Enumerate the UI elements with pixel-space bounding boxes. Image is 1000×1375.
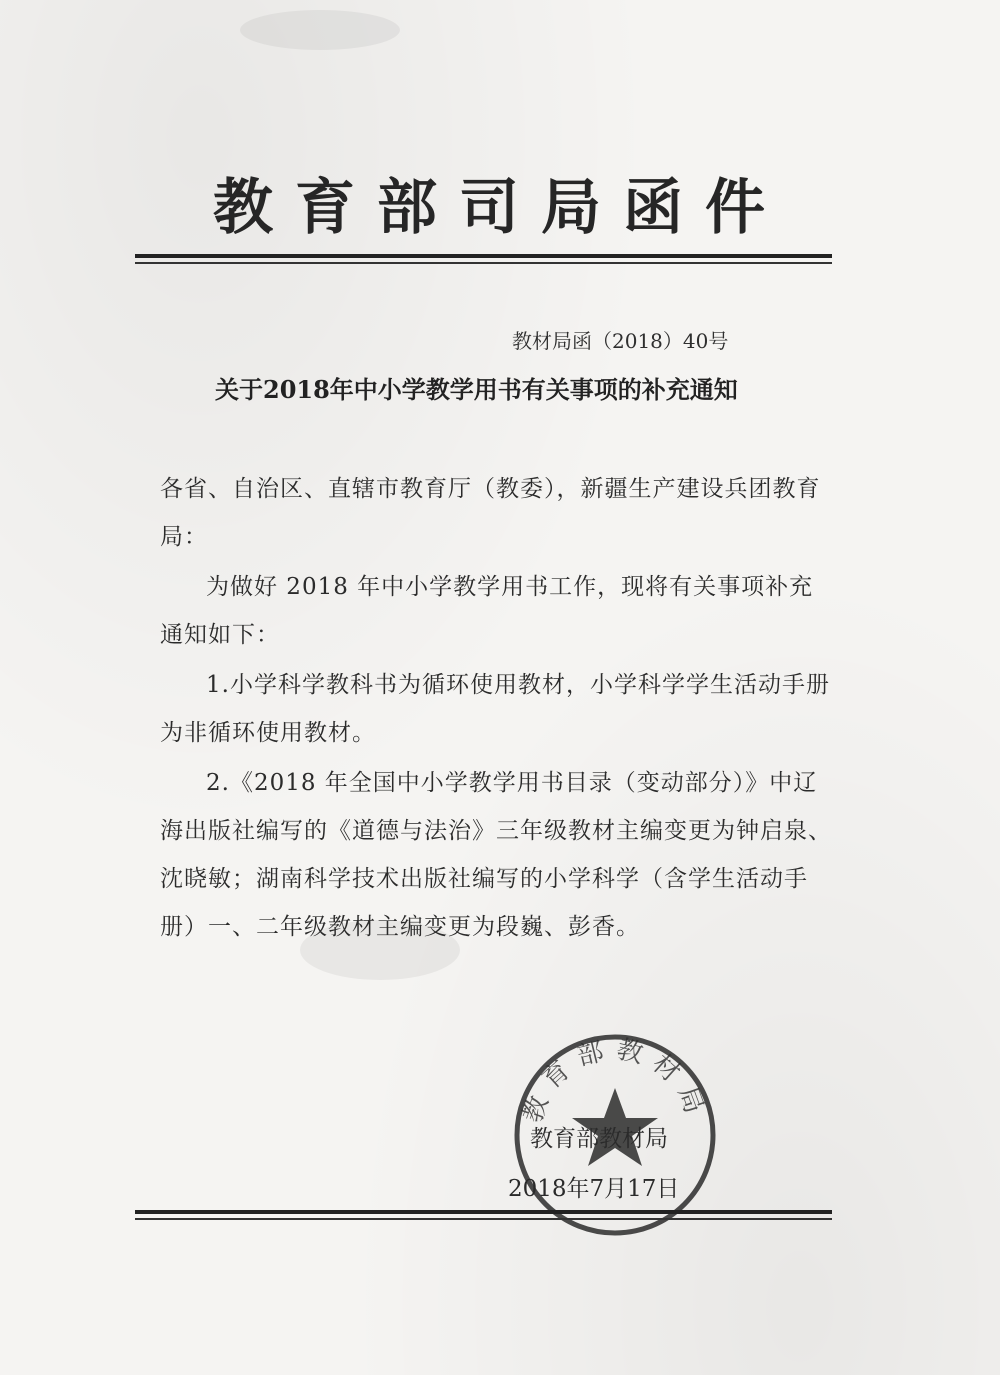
signer-name: 教育部教材局	[530, 1126, 668, 1152]
letterhead-title: 教育部司局函件	[213, 173, 787, 243]
footer-rule-thin	[135, 1218, 832, 1220]
paragraph-intro: 为做好 2018 年中小学教学用书工作，现将有关事项补充通知如下：	[160, 574, 814, 648]
header-rule-thick	[135, 254, 832, 258]
footer-rule-thick	[135, 1210, 832, 1214]
salutation: 各省、自治区、直辖市教育厅（教委），新疆生产建设兵团教育局：	[160, 476, 821, 550]
paragraph-item-1: 1.小学科学教科书为循环使用教材，小学科学学生活动手册为非循环使用教材。	[160, 672, 830, 746]
scan-smudge	[240, 10, 400, 50]
header-rule-thin	[135, 262, 832, 264]
document-number: 教材局函（2018）40号	[512, 329, 729, 353]
document-subject: 关于2018年中小学教学用书有关事项的补充通知	[215, 375, 738, 404]
paragraph-item-2: 2.《2018 年全国中小学教学用书目录（变动部分）》中辽海出版社编写的《道德与法治》三年级教材主编变更为钟启泉、沈晓敏；湖南科学技术出版社编写的小学科学（含学生活动手册）一、二年级教材主编变更为段巍、彭香。	[160, 770, 832, 940]
seal-text: 教育部教材局	[517, 1034, 713, 1127]
signature-date: 2018年7月17日	[508, 1176, 680, 1202]
